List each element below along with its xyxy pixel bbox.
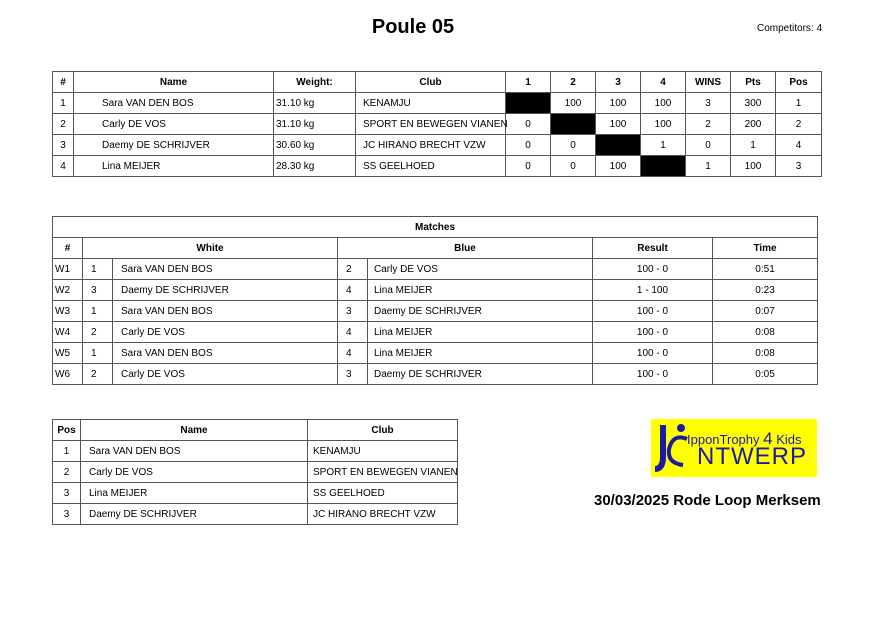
table-row (53, 343, 818, 364)
cell-name: Lina MEIJER (74, 156, 274, 177)
col-header-time: Time (713, 238, 818, 259)
cell-white-num: 1 (83, 301, 113, 322)
table-row (53, 504, 458, 525)
cell-match-id: W6 (53, 364, 83, 385)
cell-white-num: 1 (83, 259, 113, 280)
cell-result: 100 - 0 (593, 259, 713, 280)
cell-pts: 1 (731, 135, 776, 156)
col-header-num: # (53, 238, 83, 259)
table-row (53, 259, 818, 280)
col-header-white: White (83, 238, 338, 259)
col-header-weight: Weight: (274, 72, 356, 93)
cell-pos: 3 (53, 504, 81, 525)
table-row (53, 364, 818, 385)
cell-blue-name: Daemy DE SCHRIJVER (368, 364, 593, 385)
cell-club: SPORT EN BEWEGEN VIANEN (356, 114, 506, 135)
col-header-club: Club (308, 420, 458, 441)
cell-time: 0:05 (713, 364, 818, 385)
cell-wins: 0 (686, 135, 731, 156)
cell-time: 0:51 (713, 259, 818, 280)
cell-blue-num: 4 (338, 280, 368, 301)
cell-pos: 1 (53, 441, 81, 462)
page-title: Poule 05 (371, 16, 455, 38)
cell-white-name: Sara VAN DEN BOS (113, 259, 338, 280)
cell-match-id: W2 (53, 280, 83, 301)
cell-num: 2 (53, 114, 74, 135)
logo-text-trophy: IpponTrophy (687, 432, 760, 447)
event-info: 30/03/2025 Rode Loop Merksem (594, 492, 821, 509)
cell-white-name: Carly DE VOS (113, 364, 338, 385)
cell-match-id: W1 (53, 259, 83, 280)
matches-title-row (53, 217, 818, 238)
cell-name: Carly DE VOS (81, 462, 308, 483)
cell-blue-num: 3 (338, 301, 368, 322)
ranking-table (52, 419, 458, 525)
table-row (53, 322, 818, 343)
cell-club: KENAMJU (308, 441, 458, 462)
logo-text-number: 4 (763, 429, 773, 448)
col-header-num: # (53, 72, 74, 93)
table-row (53, 301, 818, 322)
cell-score: 100 (596, 156, 641, 177)
cell-wins: 1 (686, 156, 731, 177)
cell-score: 0 (551, 156, 596, 177)
cell-time: 0:07 (713, 301, 818, 322)
cell-num: 3 (53, 135, 74, 156)
cell-blue-num: 4 (338, 322, 368, 343)
col-header-4: 4 (641, 72, 686, 93)
col-header-1: 1 (506, 72, 551, 93)
cell-score: 100 (641, 114, 686, 135)
pool-header-row (53, 72, 822, 93)
cell-blue-num: 4 (338, 343, 368, 364)
table-row (53, 135, 822, 156)
cell-wins: 2 (686, 114, 731, 135)
col-header-wins: WINS (686, 72, 731, 93)
table-row (53, 441, 458, 462)
cell-blue-num: 3 (338, 364, 368, 385)
col-header-result: Result (593, 238, 713, 259)
cell-name: Lina MEIJER (81, 483, 308, 504)
cell-name: Sara VAN DEN BOS (81, 441, 308, 462)
col-header-blue: Blue (338, 238, 593, 259)
cell-white-num: 2 (83, 322, 113, 343)
cell-pts: 100 (731, 156, 776, 177)
matches-title: Matches (53, 217, 818, 238)
cell-weight: 31.10 kg (274, 114, 356, 135)
table-row (53, 93, 822, 114)
col-header-pos: Pos (53, 420, 81, 441)
cell-blue-name: Carly DE VOS (368, 259, 593, 280)
cell-pos: 2 (53, 462, 81, 483)
cell-name: Daemy DE SCHRIJVER (81, 504, 308, 525)
ranking-header-row (53, 420, 458, 441)
competitors-count: Competitors: 4 (757, 23, 823, 34)
cell-club: JC HIRANO BRECHT VZW (308, 504, 458, 525)
cell-weight: 28.30 kg (274, 156, 356, 177)
cell-time: 0:08 (713, 343, 818, 364)
cell-result: 100 - 0 (593, 343, 713, 364)
cell-num: 4 (53, 156, 74, 177)
cell-pts: 200 (731, 114, 776, 135)
cell-score: 100 (551, 93, 596, 114)
cell-club: SS GEELHOED (356, 156, 506, 177)
table-row (53, 280, 818, 301)
cell-blue-name: Lina MEIJER (368, 280, 593, 301)
cell-pos: 3 (776, 156, 822, 177)
cell-weight: 31.10 kg (274, 93, 356, 114)
cell-white-num: 1 (83, 343, 113, 364)
pool-table (52, 71, 822, 177)
cell-white-num: 2 (83, 364, 113, 385)
cell-blue-name: Lina MEIJER (368, 322, 593, 343)
table-row (53, 462, 458, 483)
cell-club: SS GEELHOED (308, 483, 458, 504)
col-header-2: 2 (551, 72, 596, 93)
cell-time: 0:08 (713, 322, 818, 343)
cell-blocked (551, 114, 596, 135)
cell-pos: 1 (776, 93, 822, 114)
col-header-name: Name (74, 72, 274, 93)
cell-white-name: Sara VAN DEN BOS (113, 301, 338, 322)
cell-score: 0 (506, 135, 551, 156)
col-header-3: 3 (596, 72, 641, 93)
cell-white-name: Sara VAN DEN BOS (113, 343, 338, 364)
cell-time: 0:23 (713, 280, 818, 301)
tournament-logo (651, 419, 817, 477)
cell-match-id: W4 (53, 322, 83, 343)
cell-result: 100 - 0 (593, 364, 713, 385)
cell-pts: 300 (731, 93, 776, 114)
cell-score: 100 (596, 114, 641, 135)
cell-club: KENAMJU (356, 93, 506, 114)
cell-score: 0 (506, 156, 551, 177)
col-header-pos: Pos (776, 72, 822, 93)
cell-blocked (506, 93, 551, 114)
cell-name: Daemy DE SCHRIJVER (74, 135, 274, 156)
table-row (53, 114, 822, 135)
cell-score: 0 (551, 135, 596, 156)
logo-text-city: NTWERP (697, 443, 807, 470)
cell-blue-num: 2 (338, 259, 368, 280)
cell-result: 100 - 0 (593, 322, 713, 343)
cell-result: 1 - 100 (593, 280, 713, 301)
cell-match-id: W5 (53, 343, 83, 364)
cell-club: JC HIRANO BRECHT VZW (356, 135, 506, 156)
cell-blocked (641, 156, 686, 177)
cell-blue-name: Lina MEIJER (368, 343, 593, 364)
cell-name: Carly DE VOS (74, 114, 274, 135)
cell-white-num: 3 (83, 280, 113, 301)
cell-name: Sara VAN DEN BOS (74, 93, 274, 114)
cell-pos: 2 (776, 114, 822, 135)
cell-pos: 4 (776, 135, 822, 156)
cell-score: 100 (596, 93, 641, 114)
cell-score: 0 (506, 114, 551, 135)
cell-match-id: W3 (53, 301, 83, 322)
matches-table (52, 216, 818, 385)
cell-score: 100 (641, 93, 686, 114)
cell-score: 1 (641, 135, 686, 156)
cell-pos: 3 (53, 483, 81, 504)
matches-header-row (53, 238, 818, 259)
cell-result: 100 - 0 (593, 301, 713, 322)
cell-white-name: Daemy DE SCHRIJVER (113, 280, 338, 301)
cell-weight: 30.60 kg (274, 135, 356, 156)
cell-wins: 3 (686, 93, 731, 114)
table-row (53, 156, 822, 177)
cell-blocked (596, 135, 641, 156)
col-header-club: Club (356, 72, 506, 93)
cell-num: 1 (53, 93, 74, 114)
logo-text-kids: Kids (776, 432, 802, 447)
table-row (53, 483, 458, 504)
cell-blue-name: Daemy DE SCHRIJVER (368, 301, 593, 322)
cell-white-name: Carly DE VOS (113, 322, 338, 343)
col-header-pts: Pts (731, 72, 776, 93)
col-header-name: Name (81, 420, 308, 441)
cell-club: SPORT EN BEWEGEN VIANEN (308, 462, 458, 483)
